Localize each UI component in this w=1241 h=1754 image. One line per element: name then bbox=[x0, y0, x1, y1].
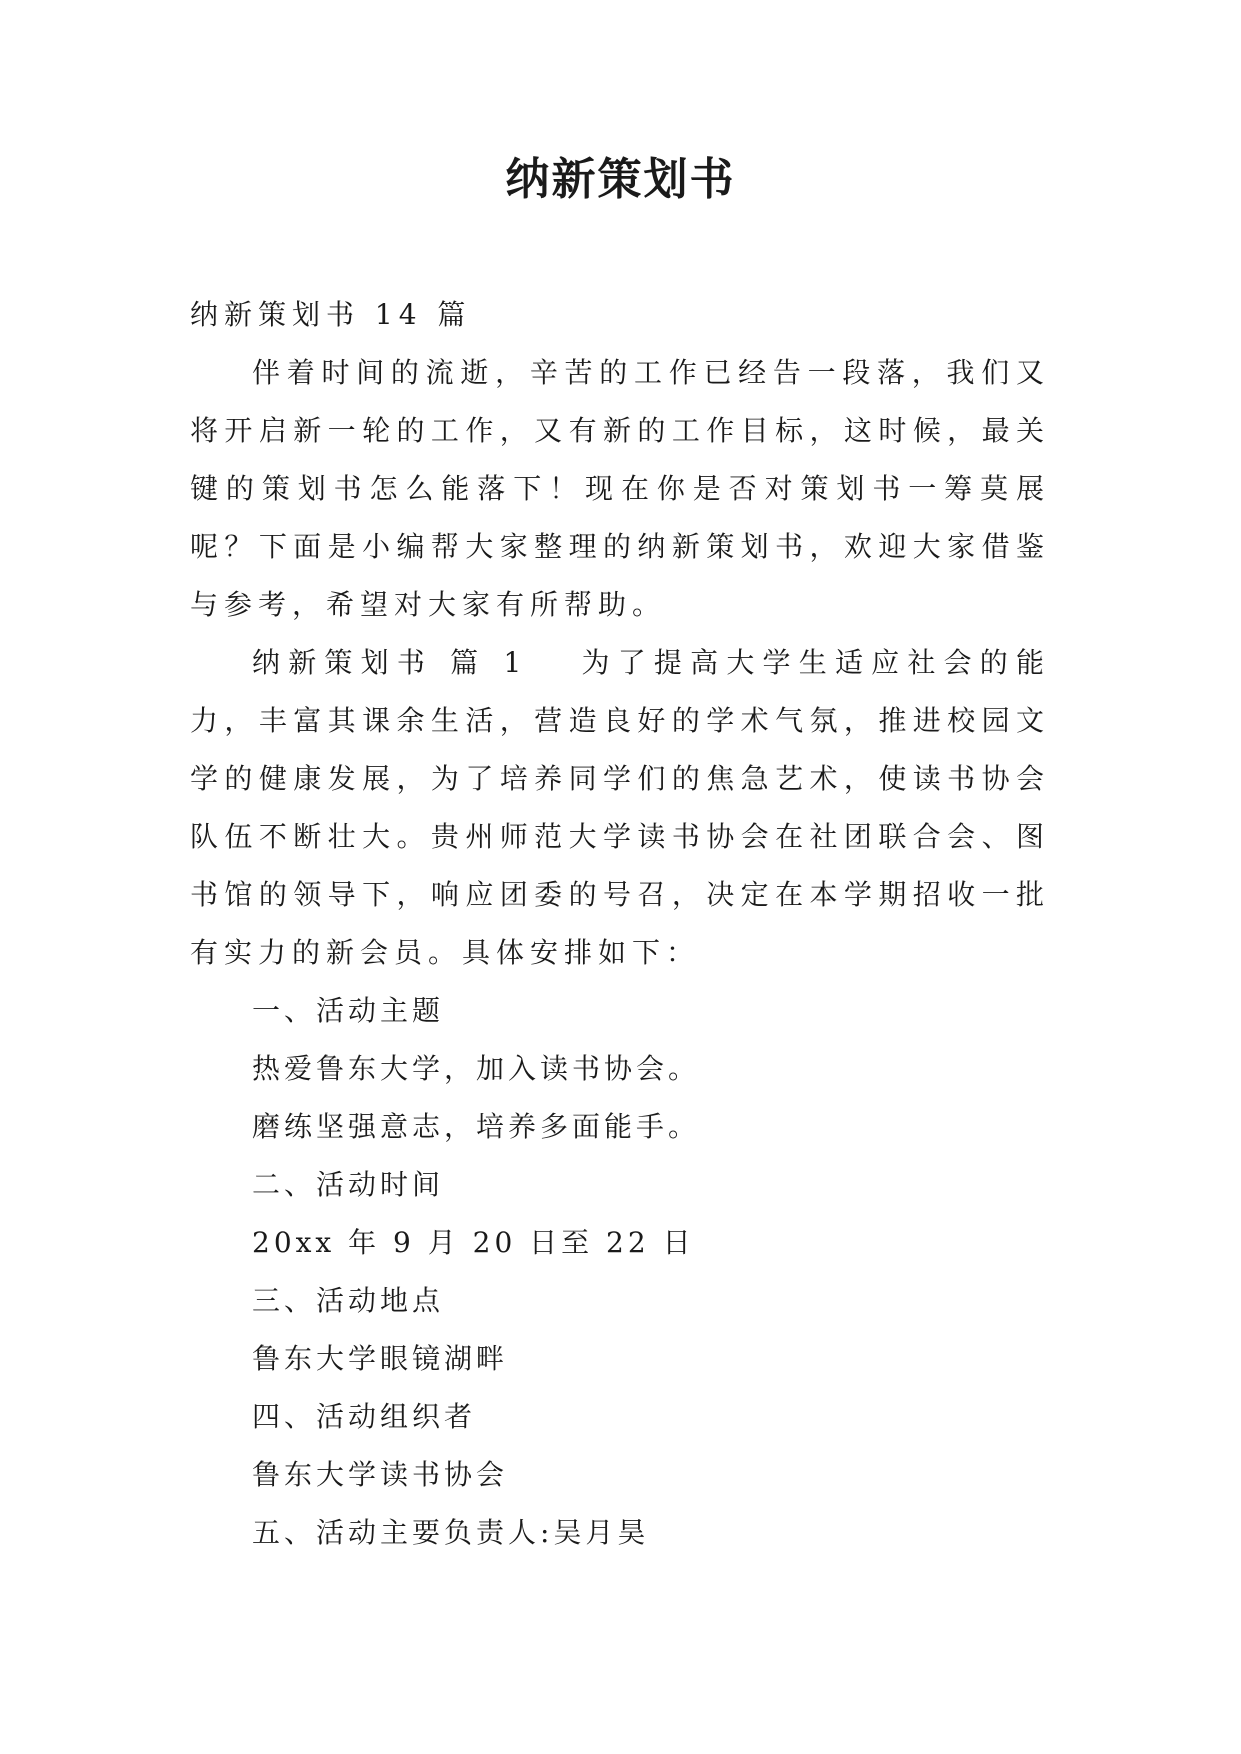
intro-paragraph: 伴着时间的流逝，辛苦的工作已经告一段落，我们又将开启新一轮的工作，又有新的工作目标，这时候，最关键的策划书怎么能落下！现在你是否对策划书一筹莫展呢？下面是小编帮大家整理的纳新策划书，欢迎大家借鉴与参考，希望对大家有所帮助。 bbox=[190, 356, 1050, 621]
list-item: 磨练坚强意志，培养多面能手。 bbox=[252, 1110, 701, 1143]
list-item: 四、活动组织者 bbox=[252, 1400, 477, 1433]
list-item: 鲁东大学眼镜湖畔 bbox=[252, 1342, 509, 1375]
list-item: 一、活动主题 bbox=[252, 994, 445, 1027]
document-subtitle: 纳新策划书 14 篇 bbox=[190, 298, 472, 331]
section-1-heading: 纳新策划书 篇 1 bbox=[252, 646, 528, 679]
list-item: 二、活动时间 bbox=[252, 1168, 445, 1201]
document-body bbox=[190, 286, 1050, 1562]
section-1-paragraph bbox=[190, 634, 1050, 982]
list-item: 20xx 年 9 月 20 日至 22 日 bbox=[252, 1226, 695, 1259]
section-1-text: 为了提高大学生适应社会的能力，丰富其课余生活，营造良好的学术气氛，推进校园文学的健康发展，为了培养同学们的焦急艺术，使读书协会队伍不断壮大。贵州师范大学读书协会在社团联合会、图书馆的领导下，响应团委的号召，决定在本学期招收一批有实力的新会员。具体安排如下： bbox=[190, 646, 1050, 969]
list-item: 五、活动主要负责人:吴月昊 bbox=[252, 1516, 650, 1549]
list-item: 三、活动地点 bbox=[252, 1284, 445, 1317]
list-item: 热爱鲁东大学，加入读书协会。 bbox=[252, 1052, 701, 1085]
list-item: 鲁东大学读书协会 bbox=[252, 1458, 509, 1491]
document-title: 纳新策划书 bbox=[505, 154, 736, 205]
